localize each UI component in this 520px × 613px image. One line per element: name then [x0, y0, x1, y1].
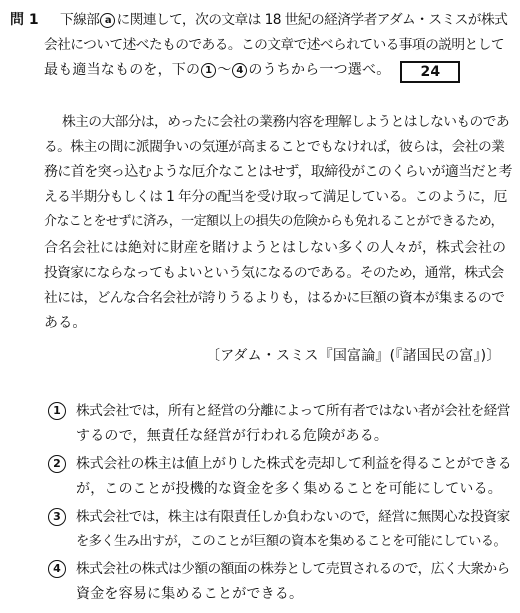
option-text: 株式会社の株式は少額の額面の株券として売買されるので，広く大衆から — [76, 561, 510, 577]
option-number: 2 — [48, 455, 66, 473]
question-text: のうちから一つ選べ。 — [248, 62, 391, 78]
option-text: 株式会社の株主は値上がりした株式を売却して利益を得ることができる — [76, 456, 512, 472]
option-number: 1 — [48, 402, 66, 420]
range-separator: 〜 — [217, 62, 232, 78]
question-line-1 — [60, 11, 507, 29]
option-text: が，このことが投機的な資金を多く集めることを可能にしている。 — [76, 481, 502, 497]
range-start-marker: 1 — [201, 63, 216, 78]
passage-line: 務に首を突っ込むような厄介なことはせず，取締役がこのくらいが適当だと考 — [44, 164, 512, 180]
underline-marker: a — [100, 13, 115, 28]
question-number: 問 1 — [10, 12, 39, 28]
passage-line: 投資家にならなってもよいという気になるのである。そのため，通常，株式会 — [44, 265, 504, 281]
question-line-2: 会社について述べたものである。この文章で述べられている事項の説明として — [44, 37, 504, 53]
option-text: を多く生み出すが，このことが巨額の資本を集めることを可能にしている。 — [76, 534, 507, 549]
question-text: 最も適当なものを，下の — [44, 62, 201, 78]
question-text: 下線部 — [60, 12, 100, 28]
passage-line: 株主の大部分は，めったに会社の業務内容を理解しようとはしないものであ — [62, 114, 509, 130]
passage-line: ある。 — [44, 315, 87, 331]
passage-line: 合名会社には絶対に財産を賭けようとはしない多くの人々が，株式会社の — [44, 240, 506, 256]
option-text: 株式会社では，株主は有限責任しか負わないので，経営に無関心な投資家 — [76, 509, 510, 525]
range-end-marker: 4 — [232, 63, 247, 78]
passage-line: る。株主の間に派閥争いの気運が高まることでもなければ，彼らは，会社の業 — [44, 139, 505, 155]
option-text: 資金を容易に集めることができる。 — [76, 586, 304, 602]
option-number: 3 — [48, 508, 66, 526]
citation: 〔アダム・スミス『国富論』(『諸国民の富』)〕 — [206, 348, 501, 364]
answer-box: 24 — [400, 61, 460, 83]
question-line-3 — [44, 61, 460, 83]
passage-line: 介なことをせずに済み，一定額以上の損失の危険からも免れることができるため， — [44, 214, 504, 229]
option-text: 株式会社では，所有と経営の分離によって所有者ではない者が会社を経営 — [76, 403, 510, 419]
option-number: 4 — [48, 560, 66, 578]
passage-line: える半期分もしくは 1 年分の配当を受け取って満足している。このように，厄 — [44, 189, 507, 205]
passage-line: 社には，どんな合名会社が誇りうるよりも，はるかに巨額の資本が集まるので — [44, 290, 505, 306]
question-text: に関連して，次の文章は 18 世紀の経済学者アダム・スミスが株式 — [116, 12, 508, 28]
option-text: するので，無責任な経営が行われる危険がある。 — [76, 428, 389, 444]
